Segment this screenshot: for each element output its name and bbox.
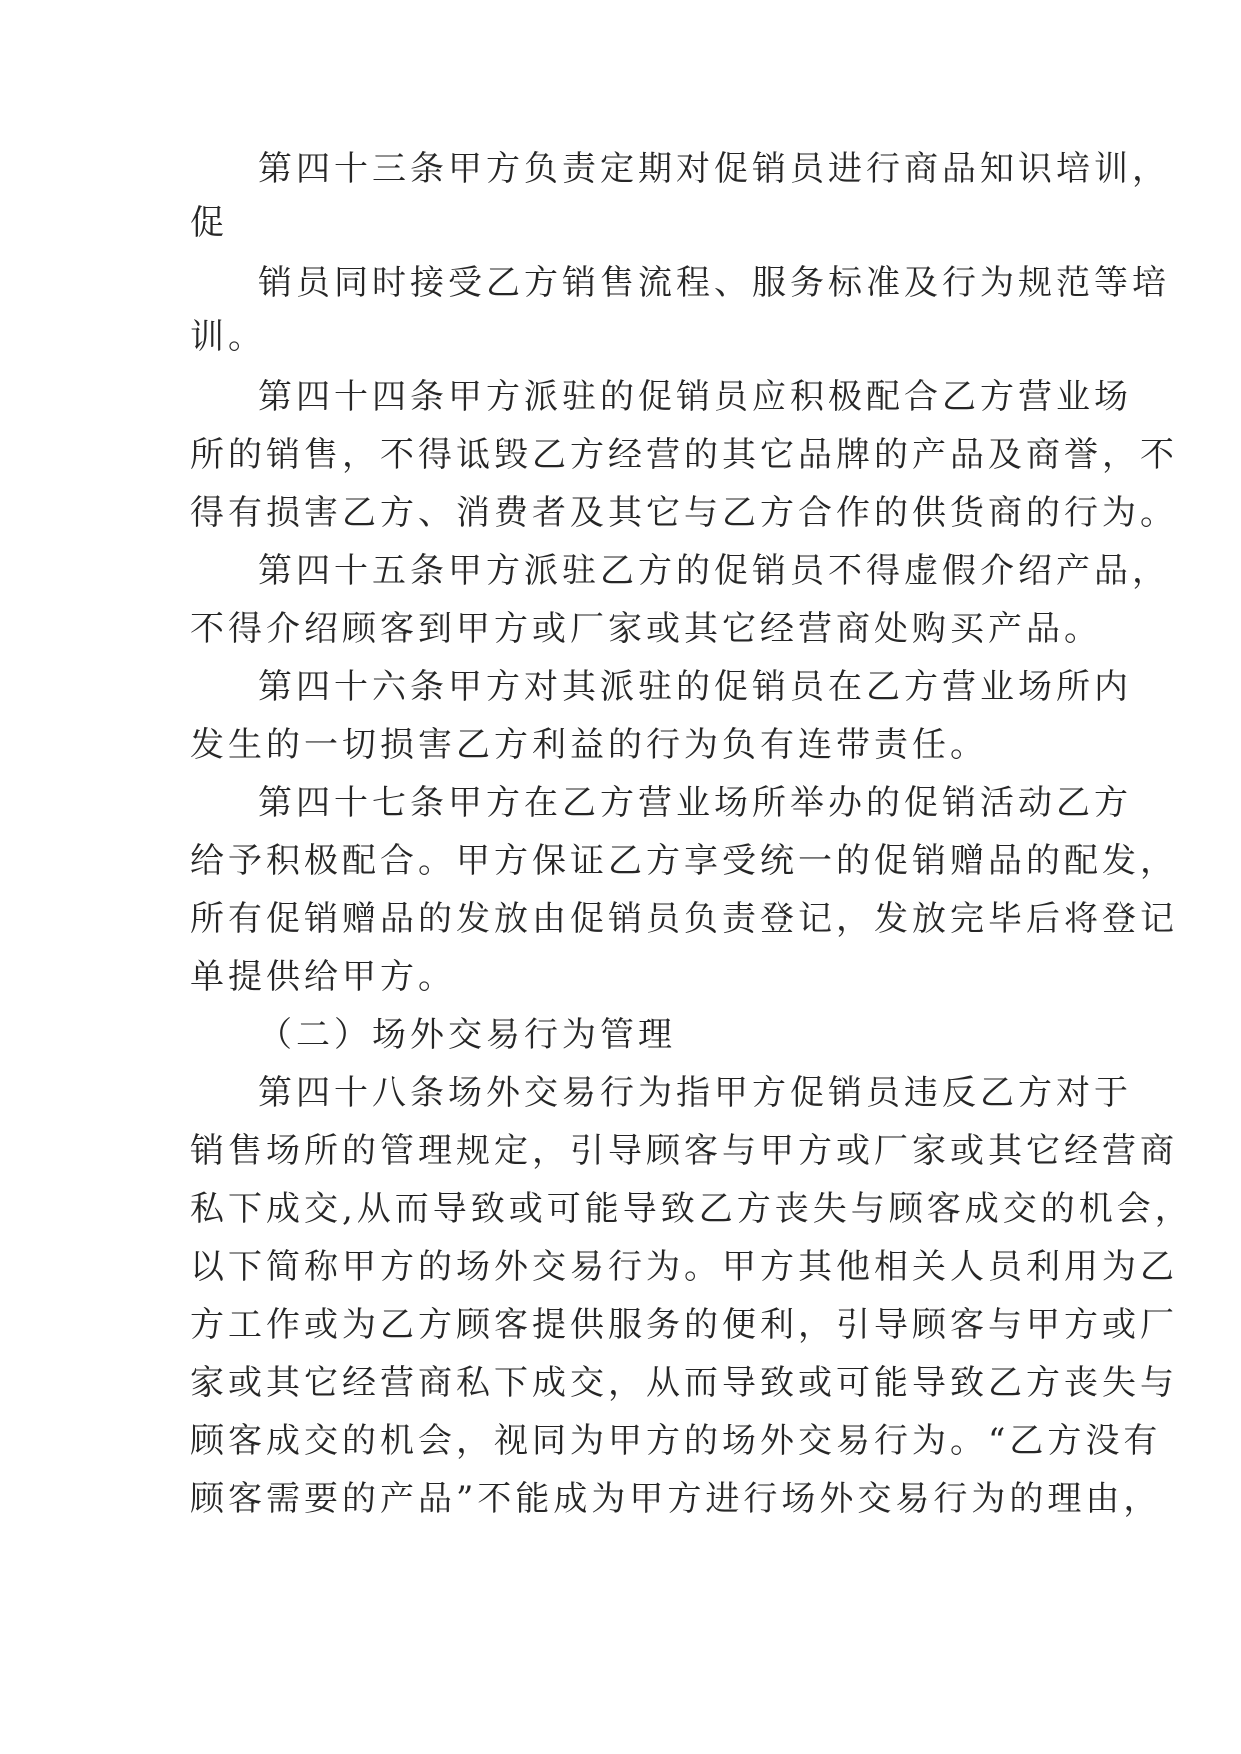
paragraph-line: 得有损害乙方、消费者及其它与乙方合作的供货商的行为。 xyxy=(190,493,1178,533)
paragraph-line: 训。 xyxy=(190,317,266,357)
paragraph-line: 第四十四条甲方派驻的促销员应积极配合乙方营业场 xyxy=(258,377,1132,417)
paragraph-line: 所的销售，不得诋毁乙方经营的其它品牌的产品及商誉，不 xyxy=(190,435,1178,475)
paragraph-line: 第四十三条甲方负责定期对促销员进行商品知识培训， xyxy=(258,149,1170,189)
paragraph-line: 销员同时接受乙方销售流程、服务标准及行为规范等培 xyxy=(258,263,1170,303)
paragraph-line: 方工作或为乙方顾客提供服务的便利，引导顾客与甲方或厂 xyxy=(190,1305,1178,1345)
paragraph-line: 第四十八条场外交易行为指甲方促销员违反乙方对于 xyxy=(258,1073,1132,1113)
section-heading: （二）场外交易行为管理 xyxy=(258,1015,676,1055)
paragraph-line: 发生的一切损害乙方利益的行为负有连带责任。 xyxy=(190,725,988,765)
paragraph-line: 第四十六条甲方对其派驻的促销员在乙方营业场所内 xyxy=(258,667,1132,707)
paragraph-line: 不得介绍顾客到甲方或厂家或其它经营商处购买产品。 xyxy=(190,609,1102,649)
paragraph-line: 促 xyxy=(190,203,228,243)
paragraph-line: 以下简称甲方的场外交易行为。甲方其他相关人员利用为乙 xyxy=(190,1247,1178,1287)
paragraph-line: 顾客成交的机会，视同为甲方的场外交易行为。“乙方没有 xyxy=(190,1421,1162,1461)
paragraph-line: 私下成交,从而导致或可能导致乙方丧失与顾客成交的机会， xyxy=(190,1189,1193,1229)
paragraph-line: 顾客需要的产品”不能成为甲方进行场外交易行为的理由， xyxy=(190,1479,1162,1519)
paragraph-line: 第四十五条甲方派驻乙方的促销员不得虚假介绍产品， xyxy=(258,551,1170,591)
paragraph-line: 给予积极配合。甲方保证乙方享受统一的促销赠品的配发， xyxy=(190,841,1178,881)
paragraph-line: 单提供给甲方。 xyxy=(190,957,456,997)
paragraph-line: 家或其它经营商私下成交，从而导致或可能导致乙方丧失与 xyxy=(190,1363,1178,1403)
paragraph-line: 销售场所的管理规定，引导顾客与甲方或厂家或其它经营商 xyxy=(190,1131,1178,1171)
paragraph-line: 所有促销赠品的发放由促销员负责登记，发放完毕后将登记 xyxy=(190,899,1178,939)
paragraph-line: 第四十七条甲方在乙方营业场所举办的促销活动乙方 xyxy=(258,783,1132,823)
